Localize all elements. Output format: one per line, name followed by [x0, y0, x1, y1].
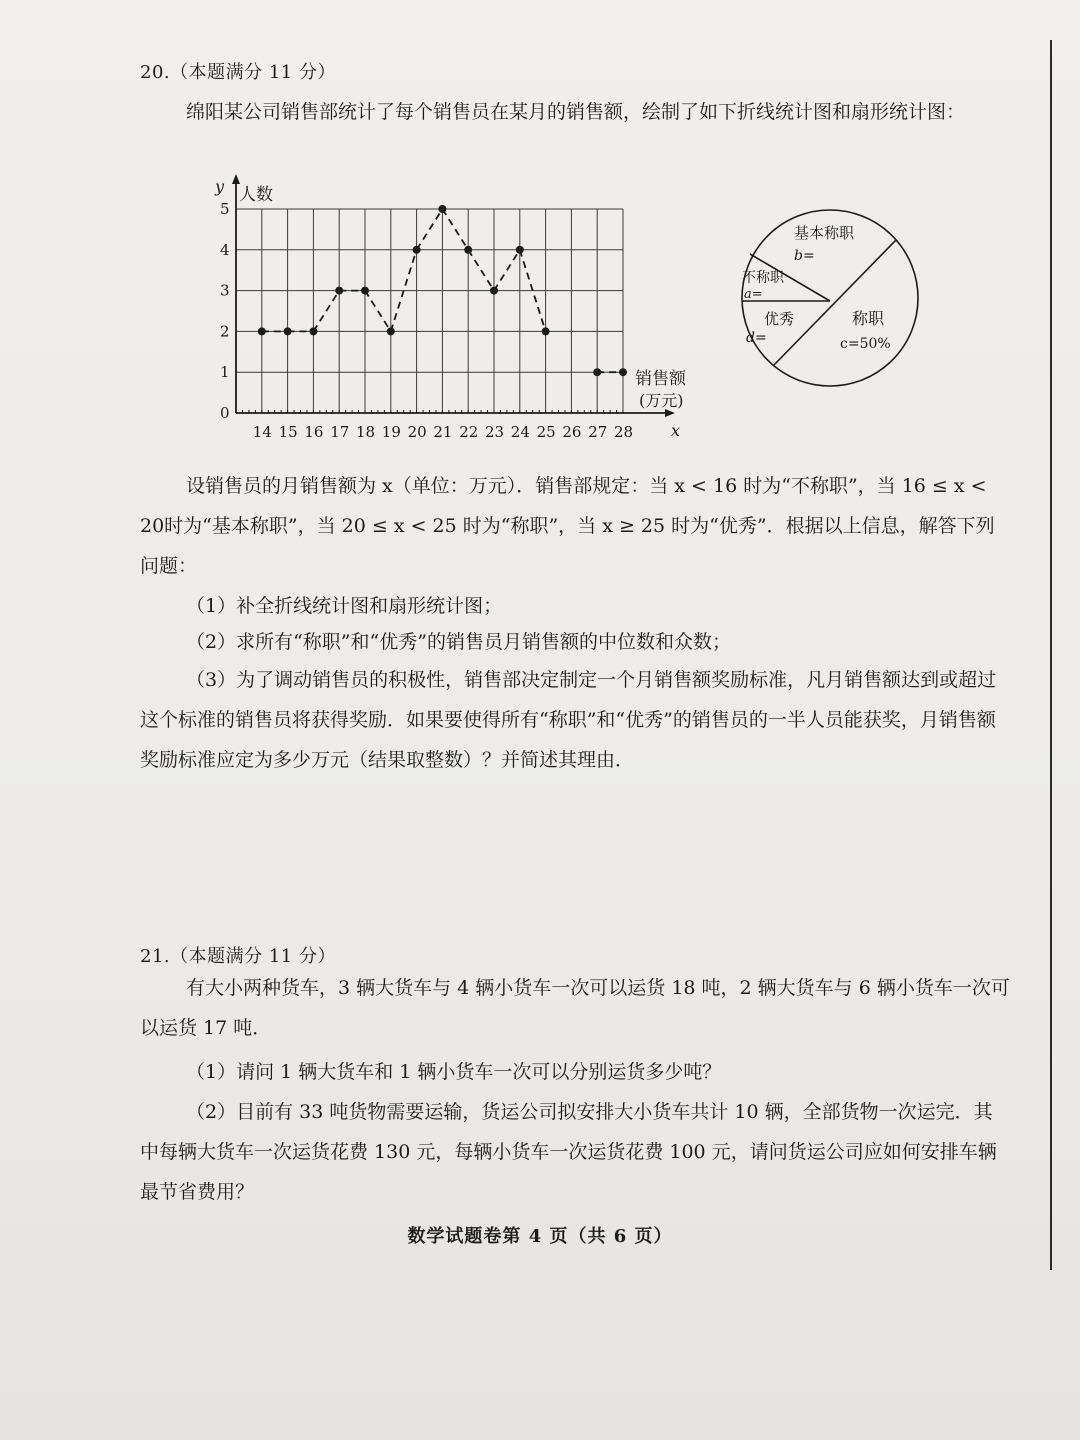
pie-label-unqualified: 不称职	[742, 270, 784, 286]
data-point	[335, 287, 343, 295]
y-axis-arrow	[232, 174, 240, 184]
x-axis-label-line2: (万元)	[639, 391, 684, 410]
q21-part2: （2）目前有 33 吨货物需要运输，货运公司拟安排大小货车共计 10 辆，全部货物一次运完．其中每辆大货车一次运货花费 130 元，每辆小货车一次运货花费 100 元，请问货运公司应如何安排车辆最节省费用？	[140, 1101, 997, 1203]
series-segment	[417, 209, 443, 250]
q20-intro: 绵阳某公司销售部统计了每个销售员在某月的销售额，绘制了如下折线统计图和扇形统计图：	[186, 101, 966, 123]
q20-rules: 设销售员的月销售额为 x（单位：万元）．销售部规定：当 x < 16 时为“不称职”，当 16 ≤ x < 20时为“基本称职”，当 20 ≤ x < 25 时为“称职”，当 x ≥ 25 时为“优秀”．根据以上信息，解答下列问题：	[140, 475, 995, 577]
x-tick-label: 28	[614, 423, 634, 441]
q20-part3: （3）为了调动销售员的积极性，销售部决定制定一个月销售额奖励标准，凡月销售额达到或超过这个标准的销售员将获得奖励．如果要使得所有“称职”和“优秀”的销售员的一半人员能获奖，月销售额奖励标准应定为多少万元（结果取整数）？并简述其理由．	[140, 669, 997, 771]
x-tick-label: 26	[562, 423, 582, 441]
series-segment	[442, 209, 468, 250]
data-point	[258, 327, 266, 335]
q21-part1: （1）请问 1 辆大货车和 1 辆小货车一次可以分别运货多少吨？	[186, 1061, 722, 1083]
y-tick-label: 5	[220, 200, 230, 218]
y-tick-label: 3	[220, 281, 230, 300]
pie-value-c: c=50%	[840, 336, 891, 352]
x-tick-label: 14	[252, 423, 272, 441]
x-tick-label: 19	[381, 423, 401, 441]
x-tick-label: 17	[330, 423, 350, 441]
pie-value-d: d=	[746, 330, 767, 346]
data-point	[361, 287, 369, 295]
series-segment	[494, 250, 520, 291]
x-axis-symbol: x	[671, 421, 681, 440]
data-point	[413, 246, 421, 254]
x-axis-label-line1: 销售额	[635, 369, 686, 389]
x-tick-label: 22	[459, 423, 479, 441]
line-chart	[195, 170, 705, 450]
pie-chart	[732, 208, 932, 388]
x-tick-label: 20	[407, 423, 427, 441]
x-tick-label: 21	[433, 423, 453, 441]
data-point	[490, 287, 498, 295]
q21-header: 21.（本题满分 11 分）	[140, 946, 336, 967]
line-chart-grid	[236, 209, 623, 413]
data-point	[593, 368, 601, 376]
x-tick-label: 27	[588, 423, 608, 441]
data-point	[516, 246, 524, 254]
y-axis-label: 人数	[239, 185, 273, 205]
pie-label-basic: 基本称职	[794, 224, 855, 242]
q20-header: 20.（本题满分 11 分）	[140, 62, 336, 83]
y-tick-label: 2	[220, 322, 230, 341]
data-point	[542, 327, 550, 335]
margin-rule	[1050, 40, 1052, 1270]
pie-label-excellent: 优秀	[764, 310, 795, 328]
page-footer: 数学试题卷第 4 页（共 6 页）	[407, 1226, 673, 1247]
pie-value-b: b=	[794, 248, 815, 264]
data-point	[619, 368, 627, 376]
data-point	[387, 327, 395, 335]
data-point	[284, 327, 292, 335]
series-segment	[468, 250, 494, 291]
x-tick-label: 24	[510, 423, 530, 441]
q20-part2: （2）求所有“称职”和“优秀”的销售员月销售额的中位数和众数；	[186, 631, 731, 653]
q20-part1: （1）补全折线统计图和扇形统计图；	[186, 595, 503, 617]
y-tick-label: 0	[220, 404, 230, 422]
data-point	[438, 205, 446, 213]
data-point	[464, 246, 472, 254]
x-tick-label: 18	[356, 423, 376, 441]
series-segment	[313, 291, 339, 332]
x-tick-label: 15	[278, 423, 298, 441]
y-axis-symbol: y	[215, 177, 225, 196]
series-segment	[365, 291, 391, 332]
data-point	[309, 327, 317, 335]
pie-value-a: a=	[744, 287, 763, 302]
pie-label-qualified: 称职	[852, 309, 885, 328]
y-tick-label: 1	[220, 363, 230, 382]
line-chart-axes	[232, 174, 675, 417]
x-tick-label: 25	[536, 423, 556, 441]
x-tick-label: 16	[304, 423, 324, 441]
q21-intro: 有大小两种货车，3 辆大货车与 4 辆小货车一次可以运货 18 吨，2 辆大货车与 6 辆小货车一次可以运货 17 吨．	[140, 977, 1010, 1039]
x-axis-arrow	[665, 409, 675, 417]
x-tick-label: 23	[485, 423, 505, 441]
y-tick-label: 4	[220, 240, 230, 259]
